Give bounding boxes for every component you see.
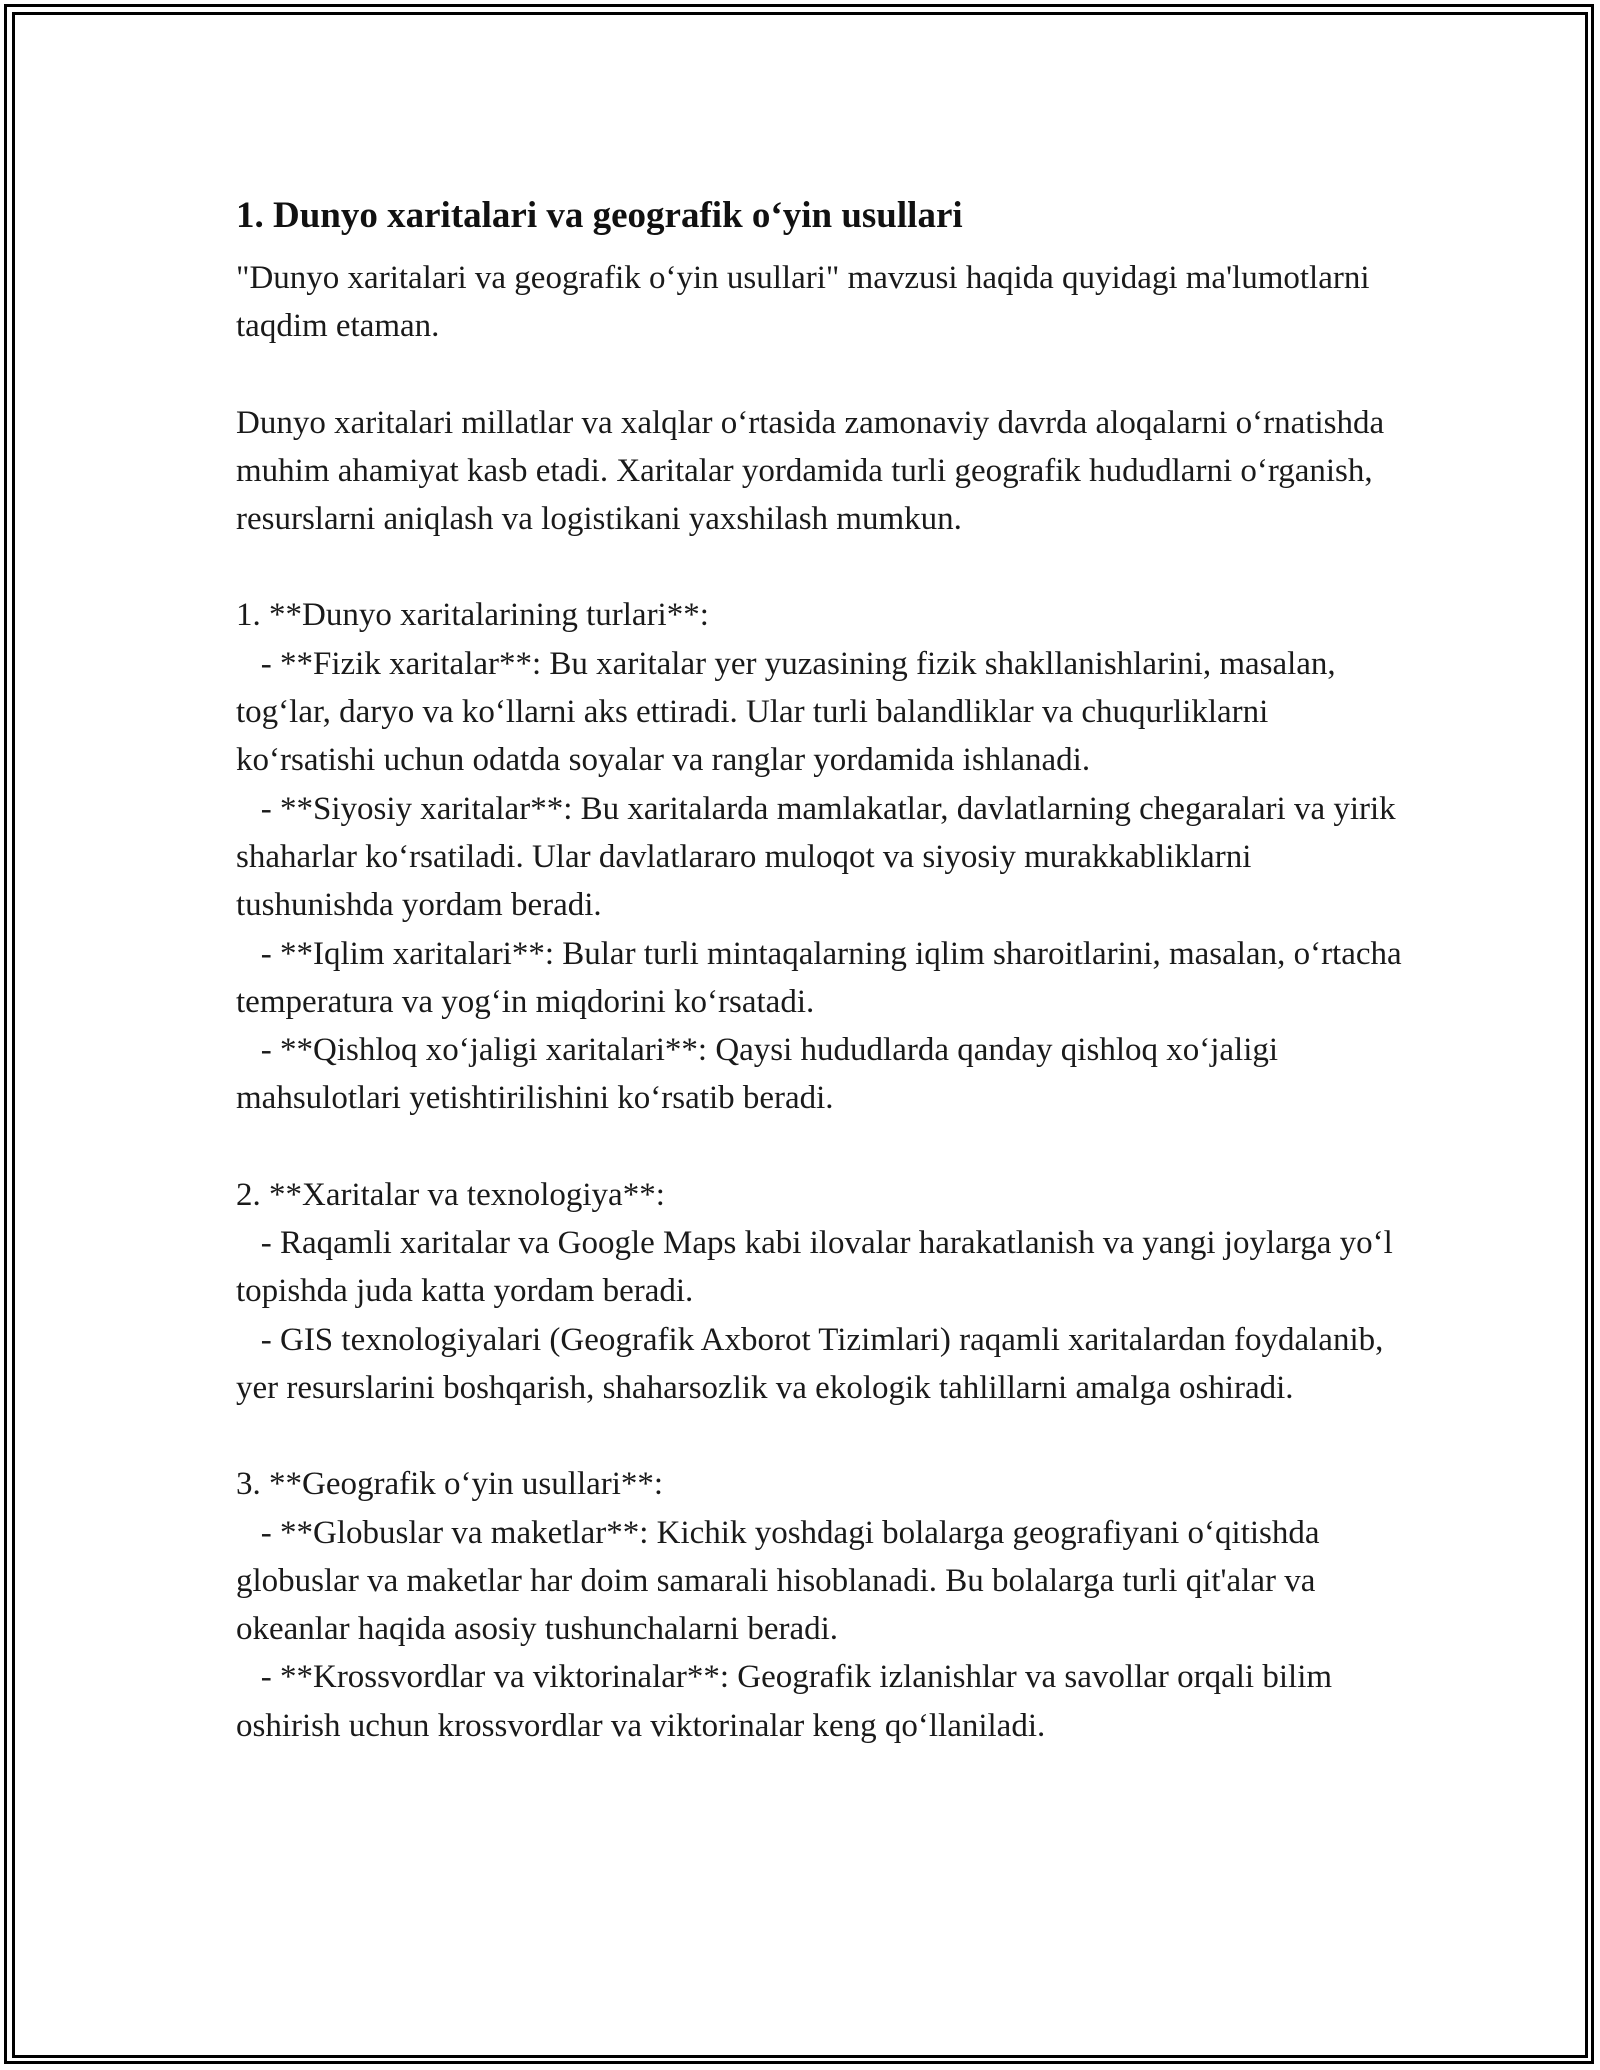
section-game-methods <box>236 1460 1406 1750</box>
intro-paragraph: "Dunyo xaritalari va geografik o‘yin usullari" mavzusi haqida quyidagi ma'lumotlarni taqdim etaman. <box>236 260 1378 345</box>
document-body <box>236 188 1410 1750</box>
section-title: 3. **Geografik o‘yin usullari**: <box>236 1466 664 1503</box>
document-heading: 1. Dunyo xaritalari va geografik o‘yin usullari <box>236 195 963 236</box>
section-maps-technology <box>236 1171 1406 1412</box>
list-item: - Raqamli xaritalar va Google Maps kabi ilovalar harakatlanish va yangi joylarga yo‘l topishda juda katta yordam beradi. <box>236 1225 1402 1310</box>
section-title: 1. **Dunyo xaritalarining turlari**: <box>236 597 709 634</box>
list-item: - **Siyosiy xaritalar**: Bu xaritalarda mamlakatlar, davlatlarning chegaralari va yirik shaharlar ko‘rsatiladi. Ular davlatlararo muloqot va siyosiy murakkabliklarni tushunishda yordam beradi. <box>236 790 1404 924</box>
list-item: - GIS texnologiyalari (Geografik Axborot Tizimlari) raqamli xaritalardan foydalanib, yer resurslarini boshqarish, shaharsozlik va ekologik tahlillarni amalga oshiradi. <box>236 1321 1392 1406</box>
list-item: - **Krossvordlar va viktorinalar**: Geografik izlanishlar va savollar orqali bilim oshirish uchun krossvordlar va viktorinalar keng qo‘llaniladi. <box>236 1659 1341 1744</box>
list-item: - **Globuslar va maketlar**: Kichik yoshdagi bolalarga geografiyani o‘qitishda globuslar va maketlar har doim samarali hisoblanadi. Bu bolalarga turli qit'alar va okeanlar haqida asosiy tushunchalarni beradi. <box>236 1514 1328 1648</box>
list-item: - **Fizik xaritalar**: Bu xaritalar yer yuzasining fizik shakllanishlarini, masalan, tog‘lar, daryo va ko‘llarni aks ettiradi. Ular turli balandliklar va chuqurliklarni ko‘rsatishi uchun odatda soyalar va ranglar yordamida ishlanadi. <box>236 645 1344 779</box>
section-map-types <box>236 591 1410 1122</box>
list-item: - **Iqlim xaritalari**: Bular turli mintaqalarning iqlim sharoitlarini, masalan, o‘rtacha temperatura va yog‘in miqdorini ko‘rsatadi. <box>236 935 1410 1020</box>
section-title: 2. **Xaritalar va texnologiya**: <box>236 1176 665 1213</box>
list-item: - **Qishloq xo‘jaligi xaritalari**: Qaysi hududlarda qanday qishloq xo‘jaligi mahsulotlari yetishtirilishini ko‘rsatib beradi. <box>236 1032 1287 1117</box>
body-paragraph: Dunyo xaritalari millatlar va xalqlar o‘rtasida zamonaviy davrda aloqalarni o‘rnatishda muhim ahamiyat kasb etadi. Xaritalar yordamida turli geografik hududlarni o‘rganish, resurslarni aniqlash va logistikani yaxshilash mumkun. <box>236 404 1393 538</box>
